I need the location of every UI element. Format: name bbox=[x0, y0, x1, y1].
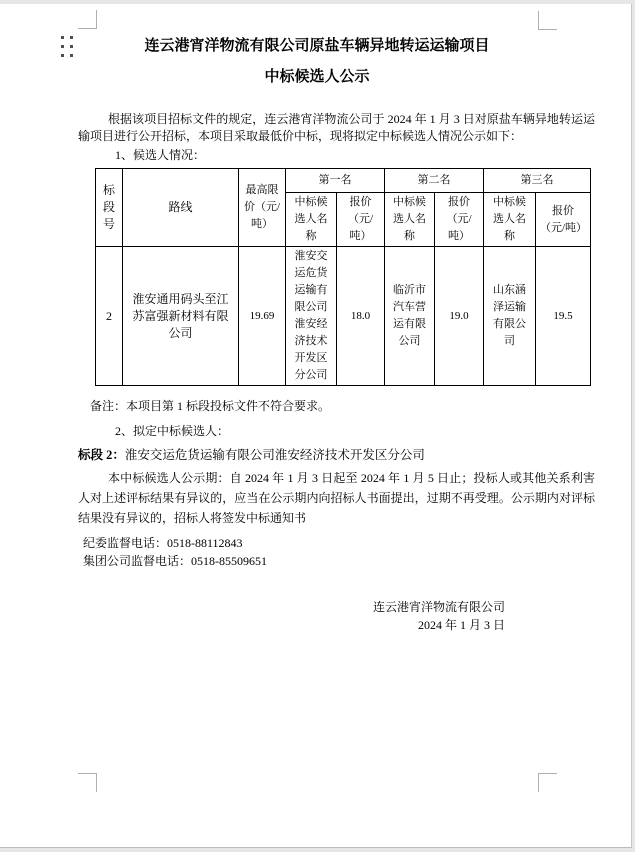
award-label: 标段 2： bbox=[78, 448, 125, 462]
document-title-line2: 中标候选人公示 bbox=[264, 69, 370, 85]
intro-paragraph: 根据该项目招标文件的规定，连云港宵洋物流公司于 2024 年 1 月 3 日对原盐车辆异地转运运输项目进行公开招标，本项目采取最低价中标，现将拟定中标候选人情况公示如下： bbox=[78, 112, 595, 143]
handle-dot bbox=[61, 45, 64, 48]
header-max-price: 最高限价（元/吨） bbox=[239, 169, 286, 247]
header-quote-1: 报价（元/吨） bbox=[337, 193, 385, 247]
cell-route: 淮安通用码头至江苏富强新材料有限公司 bbox=[123, 247, 239, 386]
handle-dot bbox=[61, 36, 64, 39]
header-rank-1: 第一名 bbox=[286, 169, 385, 193]
section2-heading: 2、拟定中标候选人： bbox=[115, 424, 230, 438]
cell-rank3-candidate: 山东涵泽运输有限公司 bbox=[484, 247, 536, 386]
header-rank-3: 第三名 bbox=[484, 169, 591, 193]
signature-date: 2024 年 1 月 3 日 bbox=[417, 618, 505, 632]
document-title-line1: 连云港宵洋物流有限公司原盐车辆异地转运运输项目 bbox=[144, 38, 490, 54]
document-page bbox=[0, 4, 632, 848]
discipline-phone-line: 纪委监督电话：0518-88112843 bbox=[83, 536, 243, 550]
margin-corner-top-right-icon bbox=[538, 11, 557, 30]
margin-corner-bottom-right-icon bbox=[538, 773, 557, 792]
table-row bbox=[96, 247, 591, 386]
publicity-paragraph: 本中标候选人公示期：自 2024 年 1 月 3 日起至 2024 年 1 月 5 日止；投标人或其他关系利害人对上述评标结果有异议的，应当在公示期内向招标人书面提出，过期不再受理。公示期内对评标结果没有异议的，招标人将签发中标通知书 bbox=[78, 471, 595, 525]
award-value: 淮安交运危货运输有限公司淮安经济技术开发区分公司 bbox=[124, 448, 425, 462]
award-line bbox=[78, 447, 425, 463]
handle-dot bbox=[70, 36, 73, 39]
header-section-no: 标段号 bbox=[96, 169, 123, 247]
group-phone-line: 集团公司监督电话：0518-85509651 bbox=[83, 554, 267, 568]
drag-handle-icon[interactable] bbox=[61, 36, 73, 57]
header-candidate-name-1: 中标候选人名称 bbox=[286, 193, 337, 247]
header-candidate-name-2: 中标候选人名称 bbox=[385, 193, 435, 247]
section1-heading: 1、候选人情况： bbox=[115, 148, 206, 162]
cell-rank1-candidate: 淮安交运危货运输有限公司淮安经济技术开发区分公司 bbox=[286, 247, 337, 386]
cell-max-price: 19.69 bbox=[239, 247, 286, 386]
header-quote-2: 报价（元/吨） bbox=[435, 193, 484, 247]
cell-rank2-quote: 19.0 bbox=[435, 247, 484, 386]
margin-corner-top-left-icon bbox=[78, 10, 97, 29]
cell-section-no: 2 bbox=[96, 247, 123, 386]
handle-dot bbox=[70, 54, 73, 57]
header-route: 路线 bbox=[123, 169, 239, 247]
header-rank-2: 第二名 bbox=[385, 169, 484, 193]
signature-company: 连云港宵洋物流有限公司 bbox=[372, 600, 505, 614]
remark-line: 备注：本项目第 1 标段投标文件不符合要求。 bbox=[90, 399, 331, 413]
header-quote-3: 报价（元/吨） bbox=[536, 193, 591, 247]
cell-rank3-quote: 19.5 bbox=[536, 247, 591, 386]
candidates-table bbox=[95, 168, 591, 386]
cell-rank2-candidate: 临沂市汽车营运有限公司 bbox=[385, 247, 435, 386]
margin-corner-bottom-left-icon bbox=[78, 773, 97, 792]
header-candidate-name-3: 中标候选人名称 bbox=[484, 193, 536, 247]
handle-dot bbox=[70, 45, 73, 48]
handle-dot bbox=[61, 54, 64, 57]
cell-rank1-quote: 18.0 bbox=[337, 247, 385, 386]
